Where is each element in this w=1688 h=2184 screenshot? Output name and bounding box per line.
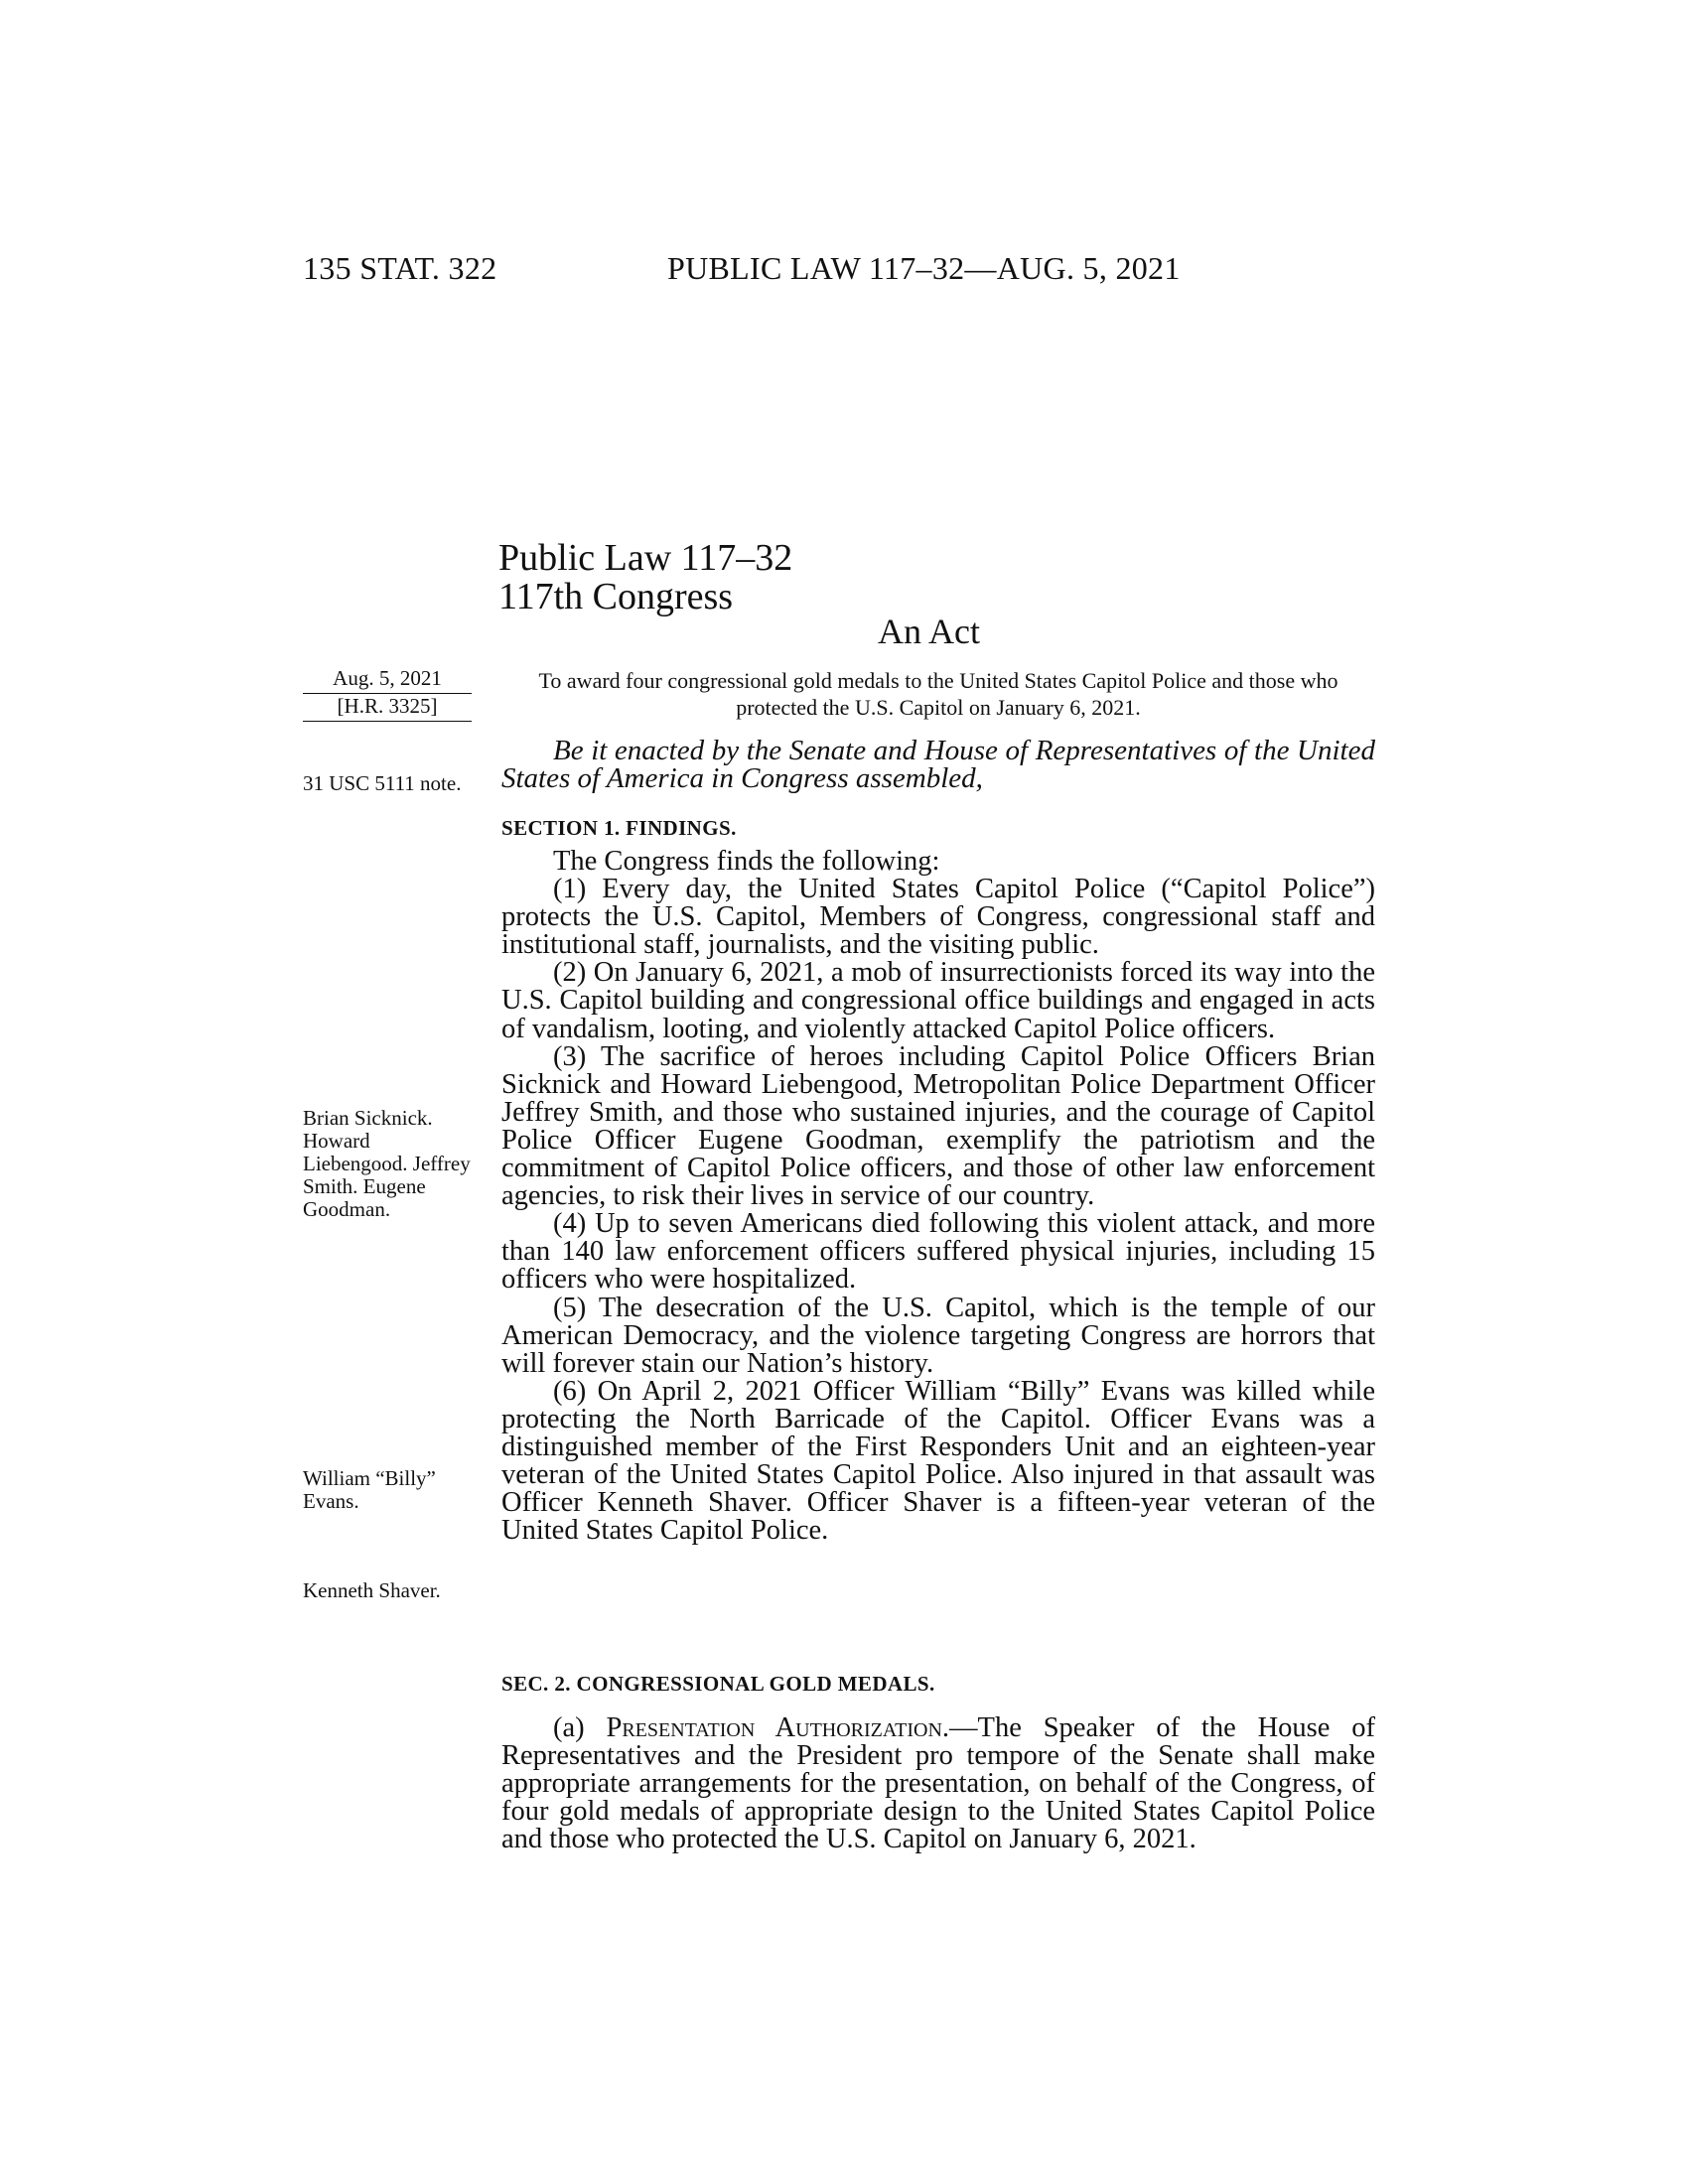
section-2-body (501, 1714, 1375, 1853)
finding-6: (6) On April 2, 2021 Officer William “Billy” Evans was killed while protecting the North Barricade of the Capitol. Officer Evans was a distinguished member of the First Responders Unit and an eighteen-year veteran of the United States Capitol Police. Also injured in that assault was Officer Kenneth Shaver. Officer Shaver is a fifteen-year veteran of the United States Capitol Police. (501, 1375, 1375, 1547)
subsection-a-text: The Speaker of the House of Representatives and the President pro tempore of the Senate shall make appropriate arrangements for the presentation, on behalf of the Congress, of four gold medals of appropriate design to the United States Capitol Police and those who protected the U.S. Capitol on January 6, 2021. (501, 1712, 1375, 1855)
page-stat-citation: 135 STAT. 322 (303, 250, 497, 286)
finding-5: (5) The desecration of the U.S. Capitol, which is the temple of our American Democracy, and the violence targeting Congress are horrors that will forever stain our Nation’s history. (501, 1292, 1375, 1379)
subsection-a-label: (a) (553, 1712, 607, 1743)
finding-1: (1) Every day, the United States Capitol Police (“Capitol Police”) protects the U.S. Capitol, Members of Congress, congressional staff and institutional staff, journalists, and the visiting public. (501, 874, 1375, 961)
subsection-a (501, 1714, 1375, 1853)
section-1-intro: The Congress finds the following: (553, 846, 940, 877)
act-purpose: To award four congressional gold medals to the United States Capitol Police and those who protected the U.S. Capitol on January 6, 2021. (538, 668, 1338, 720)
finding-2: (2) On January 6, 2021, a mob of insurrectionists forced its way into the U.S. Capitol building and congressional office buildings and engaged in acts of vandalism, looting, and violently attacked Capitol Police officers. (501, 957, 1375, 1044)
section-1-heading: SECTION 1. FINDINGS. (501, 816, 737, 840)
margin-note-date: Aug. 5, 2021 (303, 667, 472, 694)
finding-4: (4) Up to seven Americans died following this violent attack, and more than 140 law enforcement officers suffered physical injuries, including 15 officers who were hospitalized. (501, 1208, 1375, 1296)
enacting-clause: Be it enacted by the Senate and House of Representatives of the United States of America in Congress assembled, (501, 735, 1375, 794)
margin-note-officers: Brian Sicknick. Howard Liebengood. Jeffrey Smith. Eugene Goodman. (303, 1106, 471, 1221)
margin-note-shaver: Kenneth Shaver. (303, 1578, 441, 1602)
margin-note-bill: [H.R. 3325] (303, 695, 472, 722)
subsection-a-dash: .— (941, 1712, 978, 1743)
running-header-title: PUBLIC LAW 117–32—AUG. 5, 2021 (667, 250, 1181, 286)
section-1-body (501, 848, 1375, 1545)
act-heading: An Act (878, 612, 980, 651)
finding-3: (3) The sacrifice of heroes including Capitol Police Officers Brian Sicknick and Howard Liebengood, Metropolitan Police Department Officer Jeffrey Smith, and those who sustained injuries, and the courage of Capitol Police Officer Eugene Goodman, exemplify the patriotism and the commitment of Capitol Police officers, and those of other law enforcement agencies, to risk their lives in service of our country. (501, 1040, 1375, 1212)
subsection-a-heading: Presentation Authorization (606, 1712, 942, 1743)
margin-note-usc: 31 USC 5111 note. (303, 771, 462, 795)
section-2-heading: SEC. 2. CONGRESSIONAL GOLD MEDALS. (501, 1672, 935, 1696)
margin-note-evans: William “Billy” Evans. (303, 1466, 436, 1513)
law-number-title: Public Law 117–32 (498, 537, 793, 579)
congress-title: 117th Congress (498, 576, 734, 617)
